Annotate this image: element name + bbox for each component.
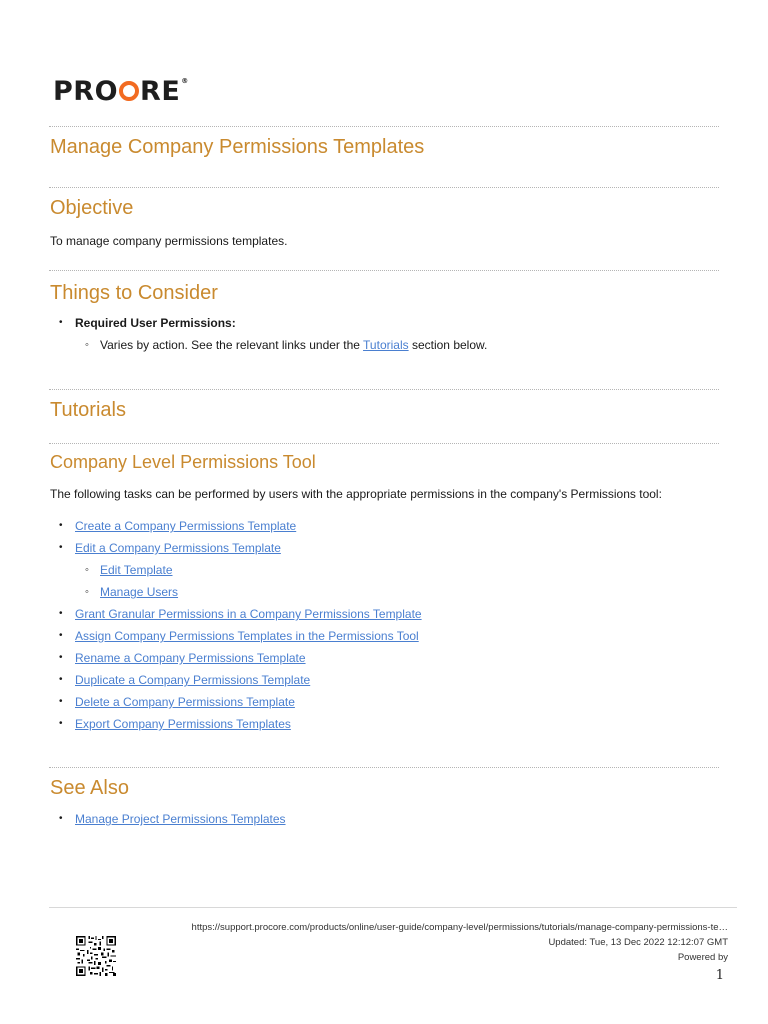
list-item [50, 808, 286, 830]
company-permissions-tool-heading: Company Level Permissions Tool [50, 452, 316, 472]
list-item [50, 625, 422, 647]
list-item [50, 559, 422, 581]
logo-text-start: PRO [53, 76, 119, 107]
list-item [50, 515, 422, 537]
procore-logo [53, 78, 189, 105]
footer-divider [49, 907, 737, 908]
list-item [50, 581, 422, 603]
required-permissions-label: Required User Permissions: [75, 316, 236, 330]
logo-ring-icon [119, 81, 139, 101]
manage-users-link[interactable]: Manage Users [100, 585, 179, 599]
divider [49, 389, 719, 390]
logo-text-end: RE [140, 76, 181, 107]
edit-template-sub-link[interactable]: Edit Template [100, 563, 173, 577]
create-template-link[interactable]: Create a Company Permissions Template [75, 519, 297, 533]
see-also-list [50, 808, 286, 830]
list-item [50, 603, 422, 625]
divider [49, 270, 719, 271]
permissions-note-start: Varies by action. See the relevant links under the [100, 338, 364, 352]
things-to-consider-heading: Things to Consider [50, 282, 218, 304]
divider [49, 443, 719, 444]
list-item [50, 669, 422, 691]
see-also-heading: See Also [50, 777, 129, 799]
grant-granular-permissions-link[interactable]: Grant Granular Permissions in a Company Permissions Template [75, 607, 422, 621]
objective-text: To manage company permissions templates. [50, 234, 288, 248]
consider-list [50, 312, 487, 356]
powered-by: Powered by [677, 952, 728, 963]
divider [49, 187, 719, 188]
updated-timestamp: Updated: Tue, 13 Dec 2022 12:12:07 GMT [548, 937, 728, 948]
page-number: 1 [715, 968, 724, 983]
rename-template-link[interactable]: Rename a Company Permissions Template [75, 651, 306, 665]
source-url: https://support.procore.com/products/online/user-guide/company-level/permissions/tutorials/manage-company-permissions-te… [191, 922, 728, 933]
project-permissions-templates-link[interactable]: Manage Project Permissions Templates [75, 812, 286, 826]
registered-mark: ® [181, 77, 189, 85]
tutorials-heading: Tutorials [50, 399, 126, 421]
tutorials-link[interactable]: Tutorials [363, 338, 409, 352]
tutorials-intro: The following tasks can be performed by users with the appropriate permissions in the company's Permissions tool: [50, 487, 662, 501]
page-title: Manage Company Permissions Templates [50, 136, 425, 158]
delete-template-link[interactable]: Delete a Company Permissions Template [75, 695, 295, 709]
divider [49, 126, 719, 127]
list-item [50, 334, 487, 356]
assign-templates-link[interactable]: Assign Company Permissions Templates in the Permissions Tool [75, 629, 419, 643]
list-item [50, 713, 422, 735]
objective-heading: Objective [50, 197, 134, 219]
permissions-note-end: section below. [408, 338, 488, 352]
list-item [50, 537, 422, 559]
divider [49, 767, 719, 768]
duplicate-template-link[interactable]: Duplicate a Company Permissions Template [75, 673, 311, 687]
qr-code-icon [76, 936, 116, 976]
list-item [50, 691, 422, 713]
list-item [50, 647, 422, 669]
list-item [50, 312, 487, 334]
tutorial-links-list [50, 515, 422, 735]
export-templates-link[interactable]: Export Company Permissions Templates [75, 717, 291, 731]
edit-template-link[interactable]: Edit a Company Permissions Template [75, 541, 281, 555]
